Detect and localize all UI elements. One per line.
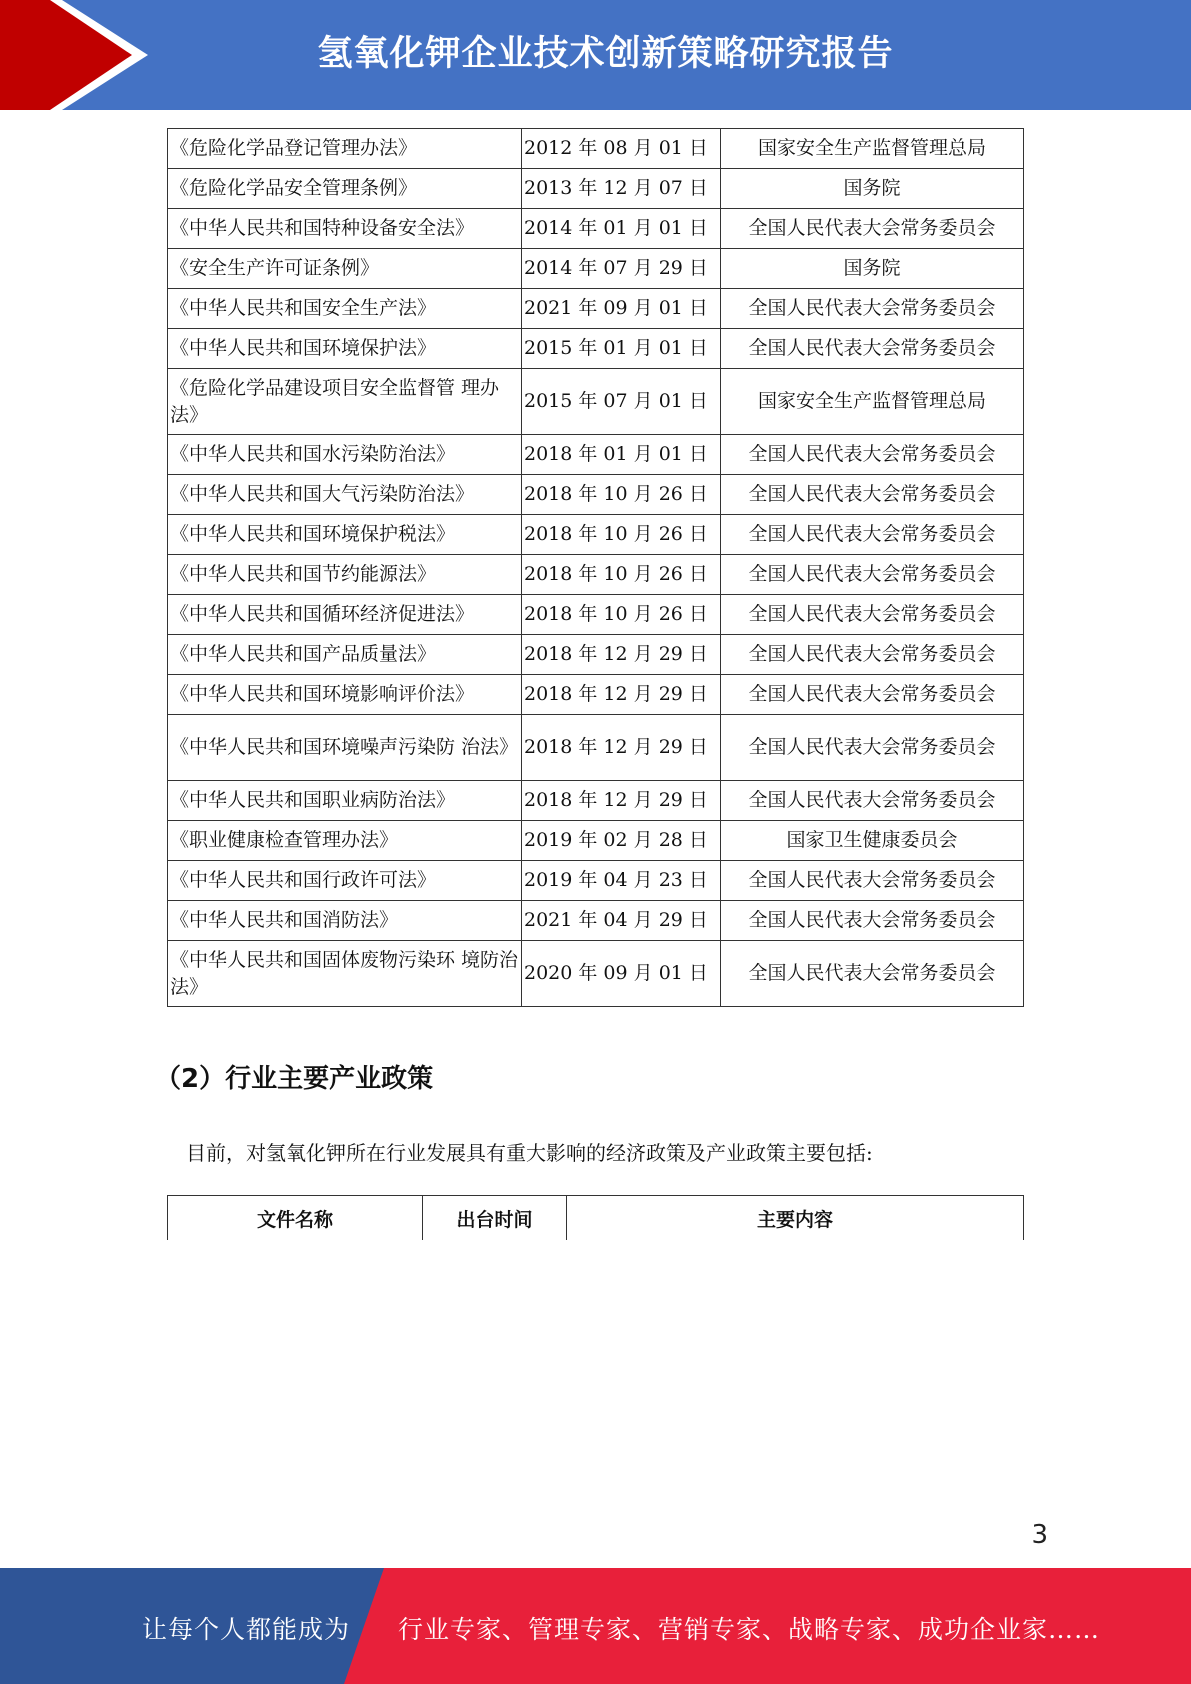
issuer-cell: 全国人民代表大会常务委员会	[721, 289, 1024, 329]
effective-date-cell: 2021 年 09 月 01 日	[522, 289, 721, 329]
effective-date-cell: 2018 年 10 月 26 日	[522, 475, 721, 515]
footer-slogan-right: 行业专家、管理专家、营销专家、战略专家、成功企业家……	[398, 1615, 1101, 1644]
effective-date-cell: 2018 年 10 月 26 日	[522, 595, 721, 635]
issuer-cell: 国家卫生健康委员会	[721, 821, 1024, 861]
policy-table	[167, 1195, 1024, 1240]
header-banner	[0, 0, 1191, 110]
table-row	[168, 475, 1024, 515]
effective-date-cell: 2018 年 01 月 01 日	[522, 435, 721, 475]
law-name-cell: 《中华人民共和国行政许可法》	[168, 861, 522, 901]
law-name-cell: 《中华人民共和国产品质量法》	[168, 635, 522, 675]
table-row	[168, 129, 1024, 169]
table-row	[168, 821, 1024, 861]
law-name-cell: 《中华人民共和国环境保护法》	[168, 329, 522, 369]
law-name-cell: 《中华人民共和国职业病防治法》	[168, 781, 522, 821]
effective-date-cell: 2020 年 09 月 01 日	[522, 941, 721, 1007]
header-file-name: 文件名称	[168, 1196, 423, 1241]
effective-date-cell: 2012 年 08 月 01 日	[522, 129, 721, 169]
law-name-cell: 《中华人民共和国环境影响评价法》	[168, 675, 522, 715]
law-name-cell: 《中华人民共和国节约能源法》	[168, 555, 522, 595]
law-name-cell: 《中华人民共和国特种设备安全法》	[168, 209, 522, 249]
issuer-cell: 国务院	[721, 169, 1024, 209]
law-name-cell: 《中华人民共和国消防法》	[168, 901, 522, 941]
issuer-cell: 全国人民代表大会常务委员会	[721, 435, 1024, 475]
effective-date-cell: 2018 年 12 月 29 日	[522, 781, 721, 821]
table-row	[168, 249, 1024, 289]
law-name-cell: 《安全生产许可证条例》	[168, 249, 522, 289]
issuer-cell: 国家安全生产监督管理总局	[721, 129, 1024, 169]
issuer-cell: 全国人民代表大会常务委员会	[721, 675, 1024, 715]
table-row	[168, 635, 1024, 675]
issuer-cell: 全国人民代表大会常务委员会	[721, 555, 1024, 595]
table-row	[168, 861, 1024, 901]
issuer-cell: 全国人民代表大会常务委员会	[721, 715, 1024, 781]
effective-date-cell: 2018 年 12 月 29 日	[522, 715, 721, 781]
effective-date-cell: 2018 年 10 月 26 日	[522, 555, 721, 595]
law-name-cell: 《中华人民共和国环境保护税法》	[168, 515, 522, 555]
issuer-cell: 全国人民代表大会常务委员会	[721, 941, 1024, 1007]
table-row	[168, 435, 1024, 475]
effective-date-cell: 2015 年 07 月 01 日	[522, 369, 721, 435]
effective-date-cell: 2015 年 01 月 01 日	[522, 329, 721, 369]
law-name-cell: 《危险化学品登记管理办法》	[168, 129, 522, 169]
law-name-cell: 《中华人民共和国循环经济促进法》	[168, 595, 522, 635]
table-row	[168, 515, 1024, 555]
effective-date-cell: 2018 年 10 月 26 日	[522, 515, 721, 555]
report-title: 氢氧化钾企业技术创新策略研究报告	[317, 34, 894, 74]
law-name-cell: 《中华人民共和国水污染防治法》	[168, 435, 522, 475]
table-row	[168, 169, 1024, 209]
table-row	[168, 555, 1024, 595]
issuer-cell: 全国人民代表大会常务委员会	[721, 515, 1024, 555]
law-name-cell: 《职业健康检查管理办法》	[168, 821, 522, 861]
table-row	[168, 369, 1024, 435]
table-row	[168, 209, 1024, 249]
header-issue-date: 出台时间	[423, 1196, 567, 1241]
effective-date-cell: 2021 年 04 月 29 日	[522, 901, 721, 941]
table-row	[168, 781, 1024, 821]
section-intro: 目前，对氢氧化钾所在行业发展具有重大影响的经济政策及产业政策主要包括:	[186, 1141, 873, 1165]
issuer-cell: 全国人民代表大会常务委员会	[721, 209, 1024, 249]
section-heading: （2）行业主要产业政策	[155, 1064, 434, 1094]
law-name-cell: 《中华人民共和国大气污染防治法》	[168, 475, 522, 515]
laws-table-body	[168, 129, 1024, 1007]
issuer-cell: 国务院	[721, 249, 1024, 289]
effective-date-cell: 2013 年 12 月 07 日	[522, 169, 721, 209]
table-row	[168, 595, 1024, 635]
law-name-cell: 《中华人民共和国固体废物污染环 境防治法》	[168, 941, 522, 1007]
issuer-cell: 全国人民代表大会常务委员会	[721, 595, 1024, 635]
footer-slogan-left: 让每个人都能成为	[142, 1615, 351, 1644]
effective-date-cell: 2014 年 07 月 29 日	[522, 249, 721, 289]
table-row	[168, 941, 1024, 1007]
table-row	[168, 901, 1024, 941]
issuer-cell: 全国人民代表大会常务委员会	[721, 901, 1024, 941]
laws-table	[167, 128, 1024, 1007]
table-row	[168, 715, 1024, 781]
policy-table-header-row	[168, 1196, 1024, 1241]
law-name-cell: 《中华人民共和国环境噪声污染防 治法》	[168, 715, 522, 781]
law-name-cell: 《中华人民共和国安全生产法》	[168, 289, 522, 329]
effective-date-cell: 2019 年 04 月 23 日	[522, 861, 721, 901]
header-main-content: 主要内容	[567, 1196, 1024, 1241]
footer-banner	[0, 1568, 1191, 1684]
effective-date-cell: 2018 年 12 月 29 日	[522, 635, 721, 675]
effective-date-cell: 2019 年 02 月 28 日	[522, 821, 721, 861]
issuer-cell: 全国人民代表大会常务委员会	[721, 781, 1024, 821]
effective-date-cell: 2014 年 01 月 01 日	[522, 209, 721, 249]
issuer-cell: 全国人民代表大会常务委员会	[721, 861, 1024, 901]
table-row	[168, 675, 1024, 715]
issuer-cell: 全国人民代表大会常务委员会	[721, 475, 1024, 515]
issuer-cell: 全国人民代表大会常务委员会	[721, 635, 1024, 675]
effective-date-cell: 2018 年 12 月 29 日	[522, 675, 721, 715]
law-name-cell: 《危险化学品安全管理条例》	[168, 169, 522, 209]
table-row	[168, 329, 1024, 369]
page-number: 3	[1031, 1520, 1048, 1550]
table-row	[168, 289, 1024, 329]
issuer-cell: 国家安全生产监督管理总局	[721, 369, 1024, 435]
issuer-cell: 全国人民代表大会常务委员会	[721, 329, 1024, 369]
law-name-cell: 《危险化学品建设项目安全监督管 理办法》	[168, 369, 522, 435]
